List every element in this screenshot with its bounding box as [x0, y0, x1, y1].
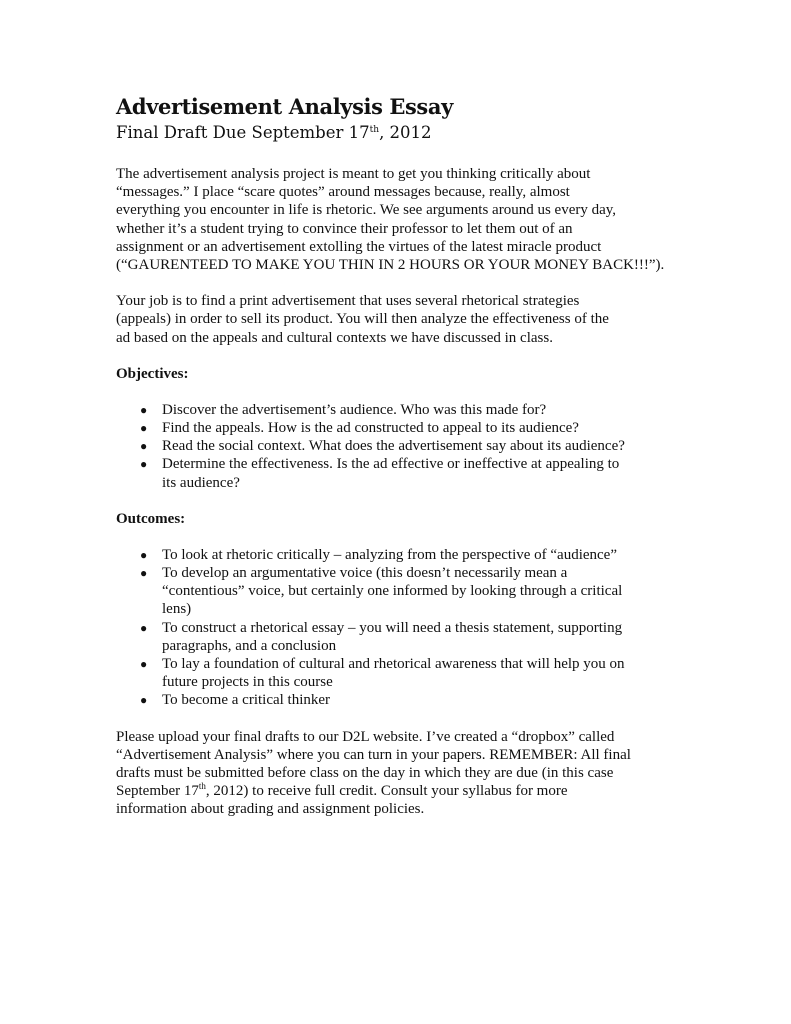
job-paragraph	[116, 292, 686, 347]
bullet-icon: ●	[140, 421, 148, 436]
bullet-icon: ●	[140, 620, 148, 635]
bullet-icon: ●	[140, 439, 148, 454]
intro-paragraph	[116, 165, 686, 274]
bullet-icon: ●	[140, 402, 148, 417]
list-item	[116, 401, 686, 419]
list-item-line: paragraphs, and a conclusion	[162, 637, 337, 654]
intro-line: “messages.” I place “scare quotes” around messages because, really, almost	[116, 184, 570, 201]
list-item-line: its audience?	[162, 474, 240, 491]
subtitle-suffix: , 2012	[379, 123, 432, 142]
final-line-suffix: , 2012) to receive full credit. Consult your syllabus for more	[205, 783, 568, 800]
list-item-line: To lay a foundation of cultural and rhetorical awareness that will help you on	[162, 656, 625, 673]
page-title: Advertisement Analysis Essay	[116, 94, 453, 119]
list-item-line: future projects in this course	[162, 674, 333, 691]
list-item-line: Discover the advertisement’s audience. Who was this made for?	[162, 401, 547, 418]
final-line-prefix: September 17	[116, 783, 199, 800]
list-item-line: To construct a rhetorical essay – you will need a thesis statement, supporting	[162, 619, 623, 636]
objectives-heading: Objectives:	[116, 365, 189, 382]
objectives-list	[116, 401, 686, 492]
list-item-line: To develop an argumentative voice (this doesn’t necessarily mean a	[162, 565, 568, 582]
job-line: Your job is to find a print advertisement that uses several rhetorical strategies	[116, 293, 580, 310]
page-subtitle	[116, 122, 686, 144]
list-item	[116, 546, 686, 564]
bullet-icon: ●	[140, 547, 148, 562]
list-item-line: Determine the effectiveness. Is the ad effective or ineffective at appealing to	[162, 456, 620, 473]
list-item	[116, 419, 686, 437]
intro-line: whether it’s a student trying to convince their professor to let them out of an	[116, 220, 573, 237]
intro-line: The advertisement analysis project is meant to get you thinking critically about	[116, 166, 591, 182]
intro-line: everything you encounter in life is rhetoric. We see arguments around us every day,	[116, 202, 617, 219]
subtitle-prefix: Final Draft Due September 17	[116, 123, 370, 142]
list-item-line: “contentious” voice, but certainly one informed by looking through a critical	[162, 583, 623, 600]
subtitle-sup: th	[369, 125, 380, 135]
outcomes-list	[116, 546, 686, 710]
list-item	[116, 455, 686, 491]
list-item	[116, 691, 686, 709]
list-item	[116, 564, 686, 619]
final-line: Please upload your final drafts to our D2L website. I’ve created a “dropbox” called	[116, 728, 615, 745]
final-line-sup: th	[198, 781, 206, 792]
list-item	[116, 619, 686, 655]
job-line: ad based on the appeals and cultural contexts we have discussed in class.	[116, 329, 553, 346]
final-line: “Advertisement Analysis” where you can turn in your papers. REMEMBER: All final	[116, 746, 631, 763]
bullet-icon: ●	[140, 457, 148, 472]
bullet-icon: ●	[140, 693, 148, 708]
bullet-icon: ●	[140, 566, 148, 581]
final-line	[116, 782, 686, 800]
list-item-line: To look at rhetoric critically – analyzing from the perspective of “audience”	[162, 546, 618, 563]
intro-line: assignment or an advertisement extolling the virtues of the latest miracle product	[116, 238, 602, 255]
job-line: (appeals) in order to sell its product. You will then analyze the effectiveness of the	[116, 311, 609, 328]
list-item-line: Read the social context. What does the advertisement say about its audience?	[162, 438, 625, 455]
final-paragraph	[116, 728, 686, 819]
bullet-icon: ●	[140, 657, 148, 672]
list-item	[116, 655, 686, 691]
list-item-line: To become a critical thinker	[162, 692, 331, 709]
document-page	[116, 92, 686, 819]
final-line: information about grading and assignment policies.	[116, 801, 425, 818]
list-item-line: Find the appeals. How is the ad constructed to appeal to its audience?	[162, 420, 579, 437]
final-line: drafts must be submitted before class on the day in which they are due (in this case	[116, 765, 614, 782]
outcomes-heading: Outcomes:	[116, 510, 186, 527]
list-item	[116, 437, 686, 455]
intro-line: (“GAURENTEED TO MAKE YOU THIN IN 2 HOURS OR YOUR MONEY BACK!!!”).	[116, 257, 665, 274]
list-item-line: lens)	[162, 601, 192, 618]
